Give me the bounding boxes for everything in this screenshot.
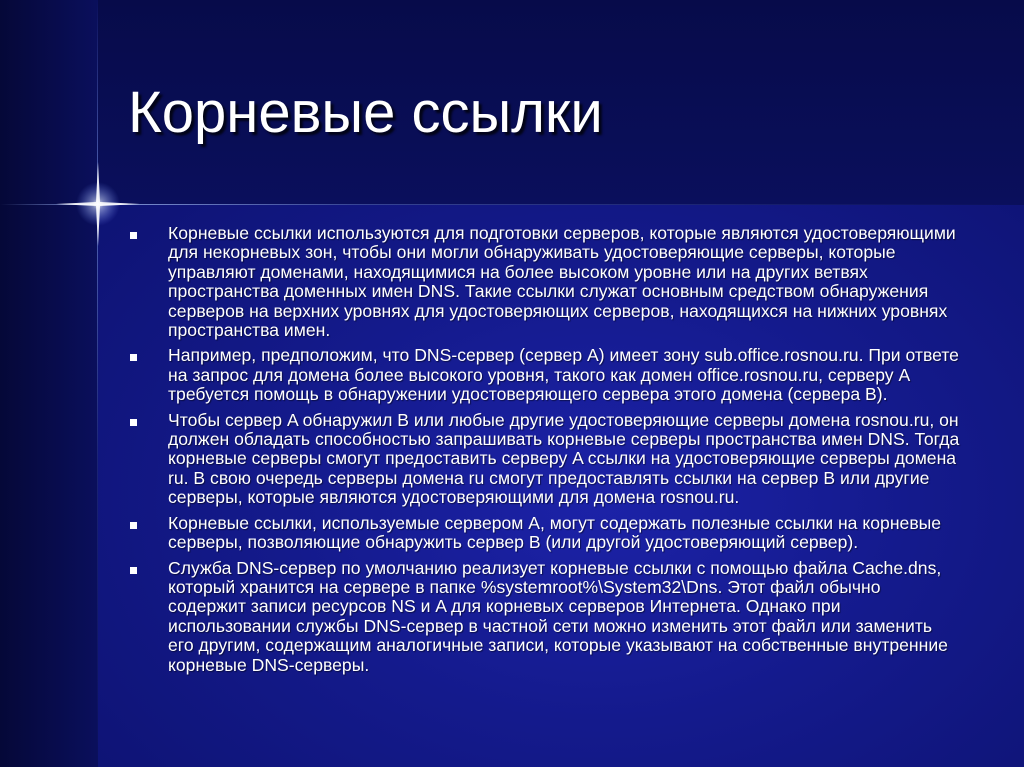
bullet-item [130,514,960,553]
bullet-text: Например, предположим, что DNS-сервер (сервер A) имеет зону sub.office.rosnou.ru. При ответе на запрос для домена более высокого уровня, такого как домен office.rosnou.ru, серверу A требуется помощь в обнаружении удостоверяющего сервера этого домена (сервера B). [168,345,959,405]
vertical-divider-line [97,0,98,767]
bullet-text: Служба DNS-сервер по умолчанию реализует корневые ссылки с помощью файла Cache.dns, который хранится на сервере в папке %systemroot%\System32\Dns. Этот файл обычно содержит записи ресурсов NS и A для корневых серверов Интернета. Однако при использовании службы DNS-сервер в частной сети можно изменить этот файл или заменить его другим, содержащим аналогичные записи, которые указывают на собственные внутренние корневые DNS-серверы. [168,557,948,675]
bullet-item [130,411,960,508]
bullet-item [130,224,960,340]
left-band [0,0,98,767]
bullet-item [130,346,960,404]
bullet-list [130,224,960,681]
bullet-text: Чтобы сервер A обнаружил B или любые другие удостоверяющие серверы домена rosnou.ru, он должен обладать способностью запрашивать корневые серверы пространства имен DNS. Тогда корневые серверы смогут предоставить серверу A ссылки на удостоверяющие серверы домена ru. В свою очередь серверы домена ru смогут предоставлять ссылки на сервер B или другие серверы, которые являются удостоверяющими для домена rosnou.ru. [168,409,960,508]
square-bullet-icon [130,354,137,361]
bullet-text: Корневые ссылки используются для подготовки серверов, которые являются удостоверяющими для некорневых зон, чтобы они могли обнаруживать удостоверяющие серверы, которые управляют доменами, находящимися на более высоком уровне или на других ветвях пространства доменных имен DNS. Такие ссылки служат основным средством обнаружения серверов на верхних уровнях для удостоверяющих серверов, находящихся на нижних уровнях пространства имен. [168,223,956,341]
bullet-text: Корневые ссылки, используемые сервером A, могут содержать полезные ссылки на корневые серверы, позволяющие обнаружить сервер B (или другой удостоверяющий сервер). [168,512,942,553]
horizontal-divider-line [0,204,1024,205]
bullet-item [130,559,960,675]
square-bullet-icon [130,419,137,426]
square-bullet-icon [130,232,137,239]
square-bullet-icon [130,567,137,574]
square-bullet-icon [130,522,137,529]
slide-title: Корневые ссылки [128,80,603,145]
